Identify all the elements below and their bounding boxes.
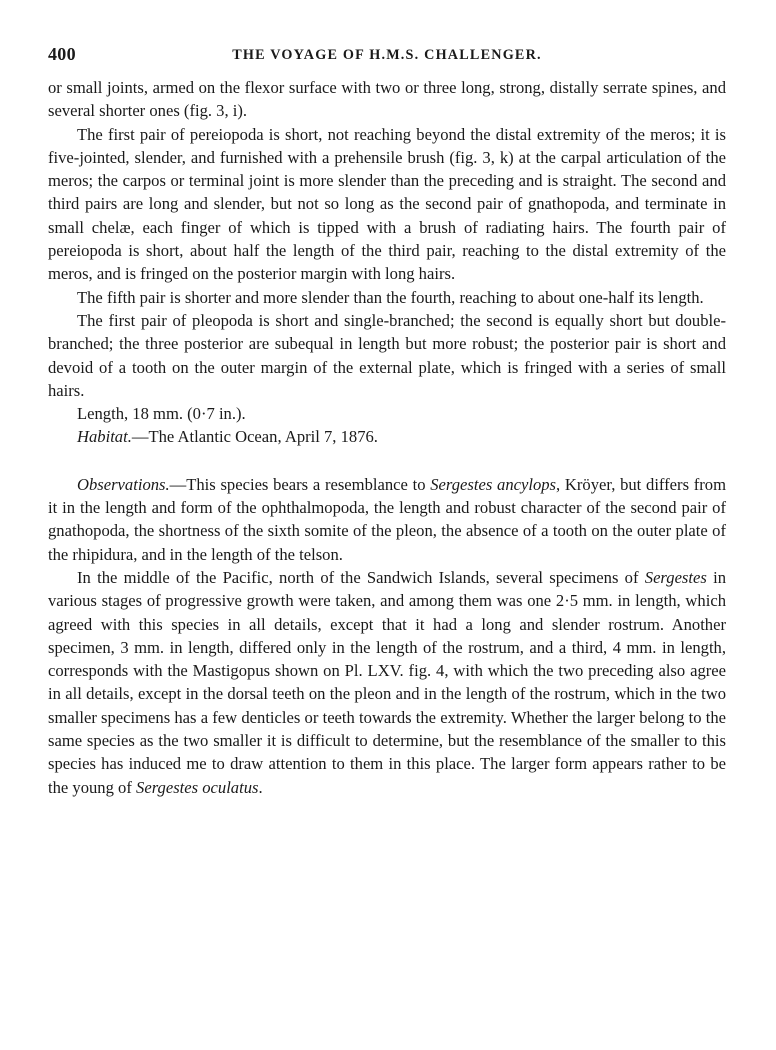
book-page bbox=[48, 44, 726, 799]
paragraph-observations bbox=[48, 473, 726, 566]
species-name-oculatus: Sergestes oculatus bbox=[136, 777, 259, 797]
paragraph-pacific-specimens bbox=[48, 566, 726, 799]
paragraph-habitat bbox=[48, 425, 726, 448]
page-number: 400 bbox=[48, 44, 76, 64]
habitat-label: Habitat. bbox=[77, 427, 132, 447]
observations-label: Observations. bbox=[77, 474, 170, 494]
paragraph-fifth-pair: The fifth pair is shorter and more slender than the fourth, reaching to about one-half its length. bbox=[77, 287, 704, 307]
observations-text-b: , Kröyer, but differs from it in the length and form of the ophthalmopoda, the length and robust character of the second pair of gnathopoda, the shortness of the sixth somite of the pleon, the absence of a tooth on the outer plate of the rhipidura, and in the length of the telson. bbox=[48, 474, 727, 564]
paragraph-continuation: or small joints, armed on the flexor surface with two or three long, strong, distally serrate spines, and several shorter ones (fig. 3, i). bbox=[48, 78, 726, 121]
species-name-ancylops: Sergestes ancylops bbox=[430, 474, 557, 494]
paragraph-pleopoda: The first pair of pleopoda is short and single-branched; the second is equally short but double-branched; the three posterior are subequal in length but more robust; the posterior pair is short and devoid of a tooth on the outer margin of the external plate, which is fringed with a series of small hairs. bbox=[48, 310, 726, 400]
pacific-text-a: In the middle of the Pacific, north of the Sandwich Islands, several specimens of bbox=[77, 567, 645, 587]
observations-text-a: —This species bears a resemblance to bbox=[169, 474, 431, 494]
genus-name-sergestes: Sergestes bbox=[644, 567, 707, 587]
running-title: THE VOYAGE OF H.M.S. CHALLENGER. bbox=[232, 47, 542, 63]
body-text bbox=[48, 76, 726, 799]
pacific-text-c: . bbox=[258, 777, 263, 797]
running-header bbox=[48, 44, 726, 70]
paragraph-pereiopoda: The first pair of pereiopoda is short, not reaching beyond the distal extremity of the meros; it is five-jointed, slender, and furnished with a prehensile brush (fig. 3, k) at the carpal articulation of the meros; the carpos or terminal joint is more slender than the preceding and is straight. The second and third pairs are long and slender, but not so long as the second pair of gnathopoda, and terminate in small chelæ, each finger of which is tipped with a brush of radiating hairs. The fourth pair of pereiopoda is short, about half the length of the third pair, reaching to the distal extremity of the meros, and is fringed on the posterior margin with long hairs. bbox=[48, 124, 726, 284]
paragraph-length: Length, 18 mm. (0·7 in.). bbox=[77, 404, 246, 424]
habitat-text: —The Atlantic Ocean, April 7, 1876. bbox=[131, 427, 378, 447]
pacific-text-b: in various stages of progressive growth were taken, and among them was one 2·5 mm. in length, which agreed with this species in all details, except that it had a long and slender rostrum. Another specimen, 3 mm. in length, differed only in the length of the rostrum, and a third, 4 mm. in length, corresponds with the Mastigopus shown on Pl. LXV. fig. 4, with which the two preceding also agree in all details, except in the dorsal teeth on the pleon and in the length of the rostrum, which in the two smaller specimens has a few denticles or teeth towards the extremity. Whether the larger belong to the same species as the two smaller it is difficult to determine, but the resemblance of the smaller to this species has induced me to draw attention to them in this place. The larger form appears rather to be the young of bbox=[48, 567, 726, 797]
